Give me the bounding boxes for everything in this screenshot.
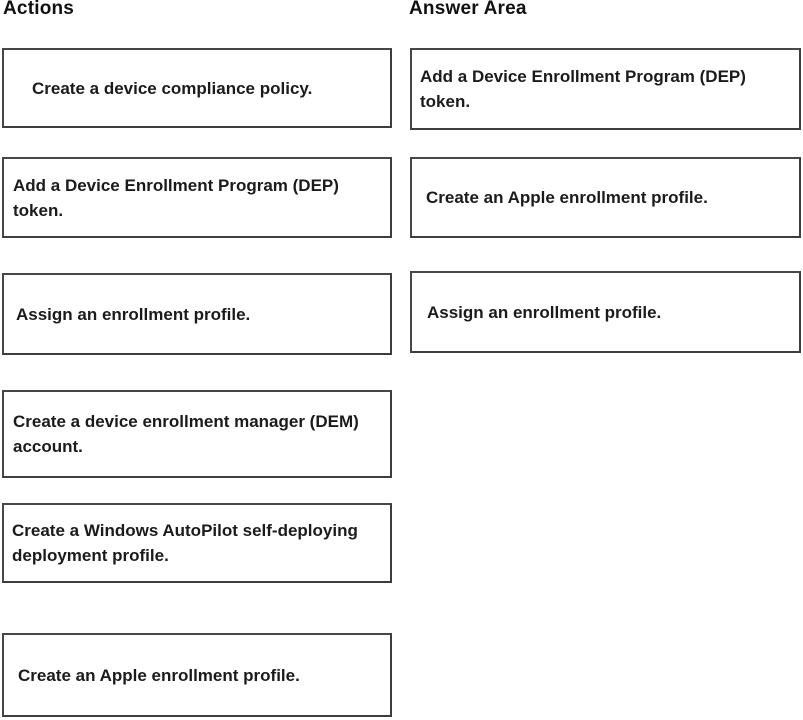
- action-item-assign-enrollment-profile[interactable]: [2, 273, 392, 355]
- action-item-create-autopilot-profile[interactable]: [2, 503, 392, 583]
- action-item-create-device-compliance-policy[interactable]: [2, 48, 392, 128]
- answer-slot-2-create-apple-enrollment-profile[interactable]: [410, 157, 801, 238]
- action-item-label: Assign an enrollment profile.: [16, 304, 251, 324]
- answer-item-label: Create an Apple enrollment profile.: [426, 188, 708, 207]
- answer-item-label: Add a Device Enrollment Program (DEP) token.: [420, 67, 746, 111]
- action-item-label: Create an Apple enrollment profile.: [18, 665, 300, 685]
- actions-column-heading: Actions: [3, 0, 75, 19]
- action-item-add-dep-token[interactable]: [2, 157, 392, 238]
- action-item-create-dem-account[interactable]: [2, 390, 392, 478]
- answer-item-label: Assign an enrollment profile.: [427, 302, 662, 322]
- answer-slot-3-assign-enrollment-profile[interactable]: [410, 271, 801, 353]
- answer-area-column-heading: Answer Area: [409, 0, 527, 19]
- action-item-label: Create a device compliance policy.: [32, 78, 313, 98]
- action-item-label: Create a Windows AutoPilot self-deploying deployment profile.: [12, 521, 358, 565]
- answer-slot-1-add-dep-token[interactable]: [410, 48, 801, 130]
- action-item-label: Add a Device Enrollment Program (DEP) token.: [13, 175, 339, 220]
- action-item-create-apple-enrollment-profile[interactable]: [2, 633, 392, 717]
- action-item-label: Create a device enrollment manager (DEM) account.: [13, 412, 359, 456]
